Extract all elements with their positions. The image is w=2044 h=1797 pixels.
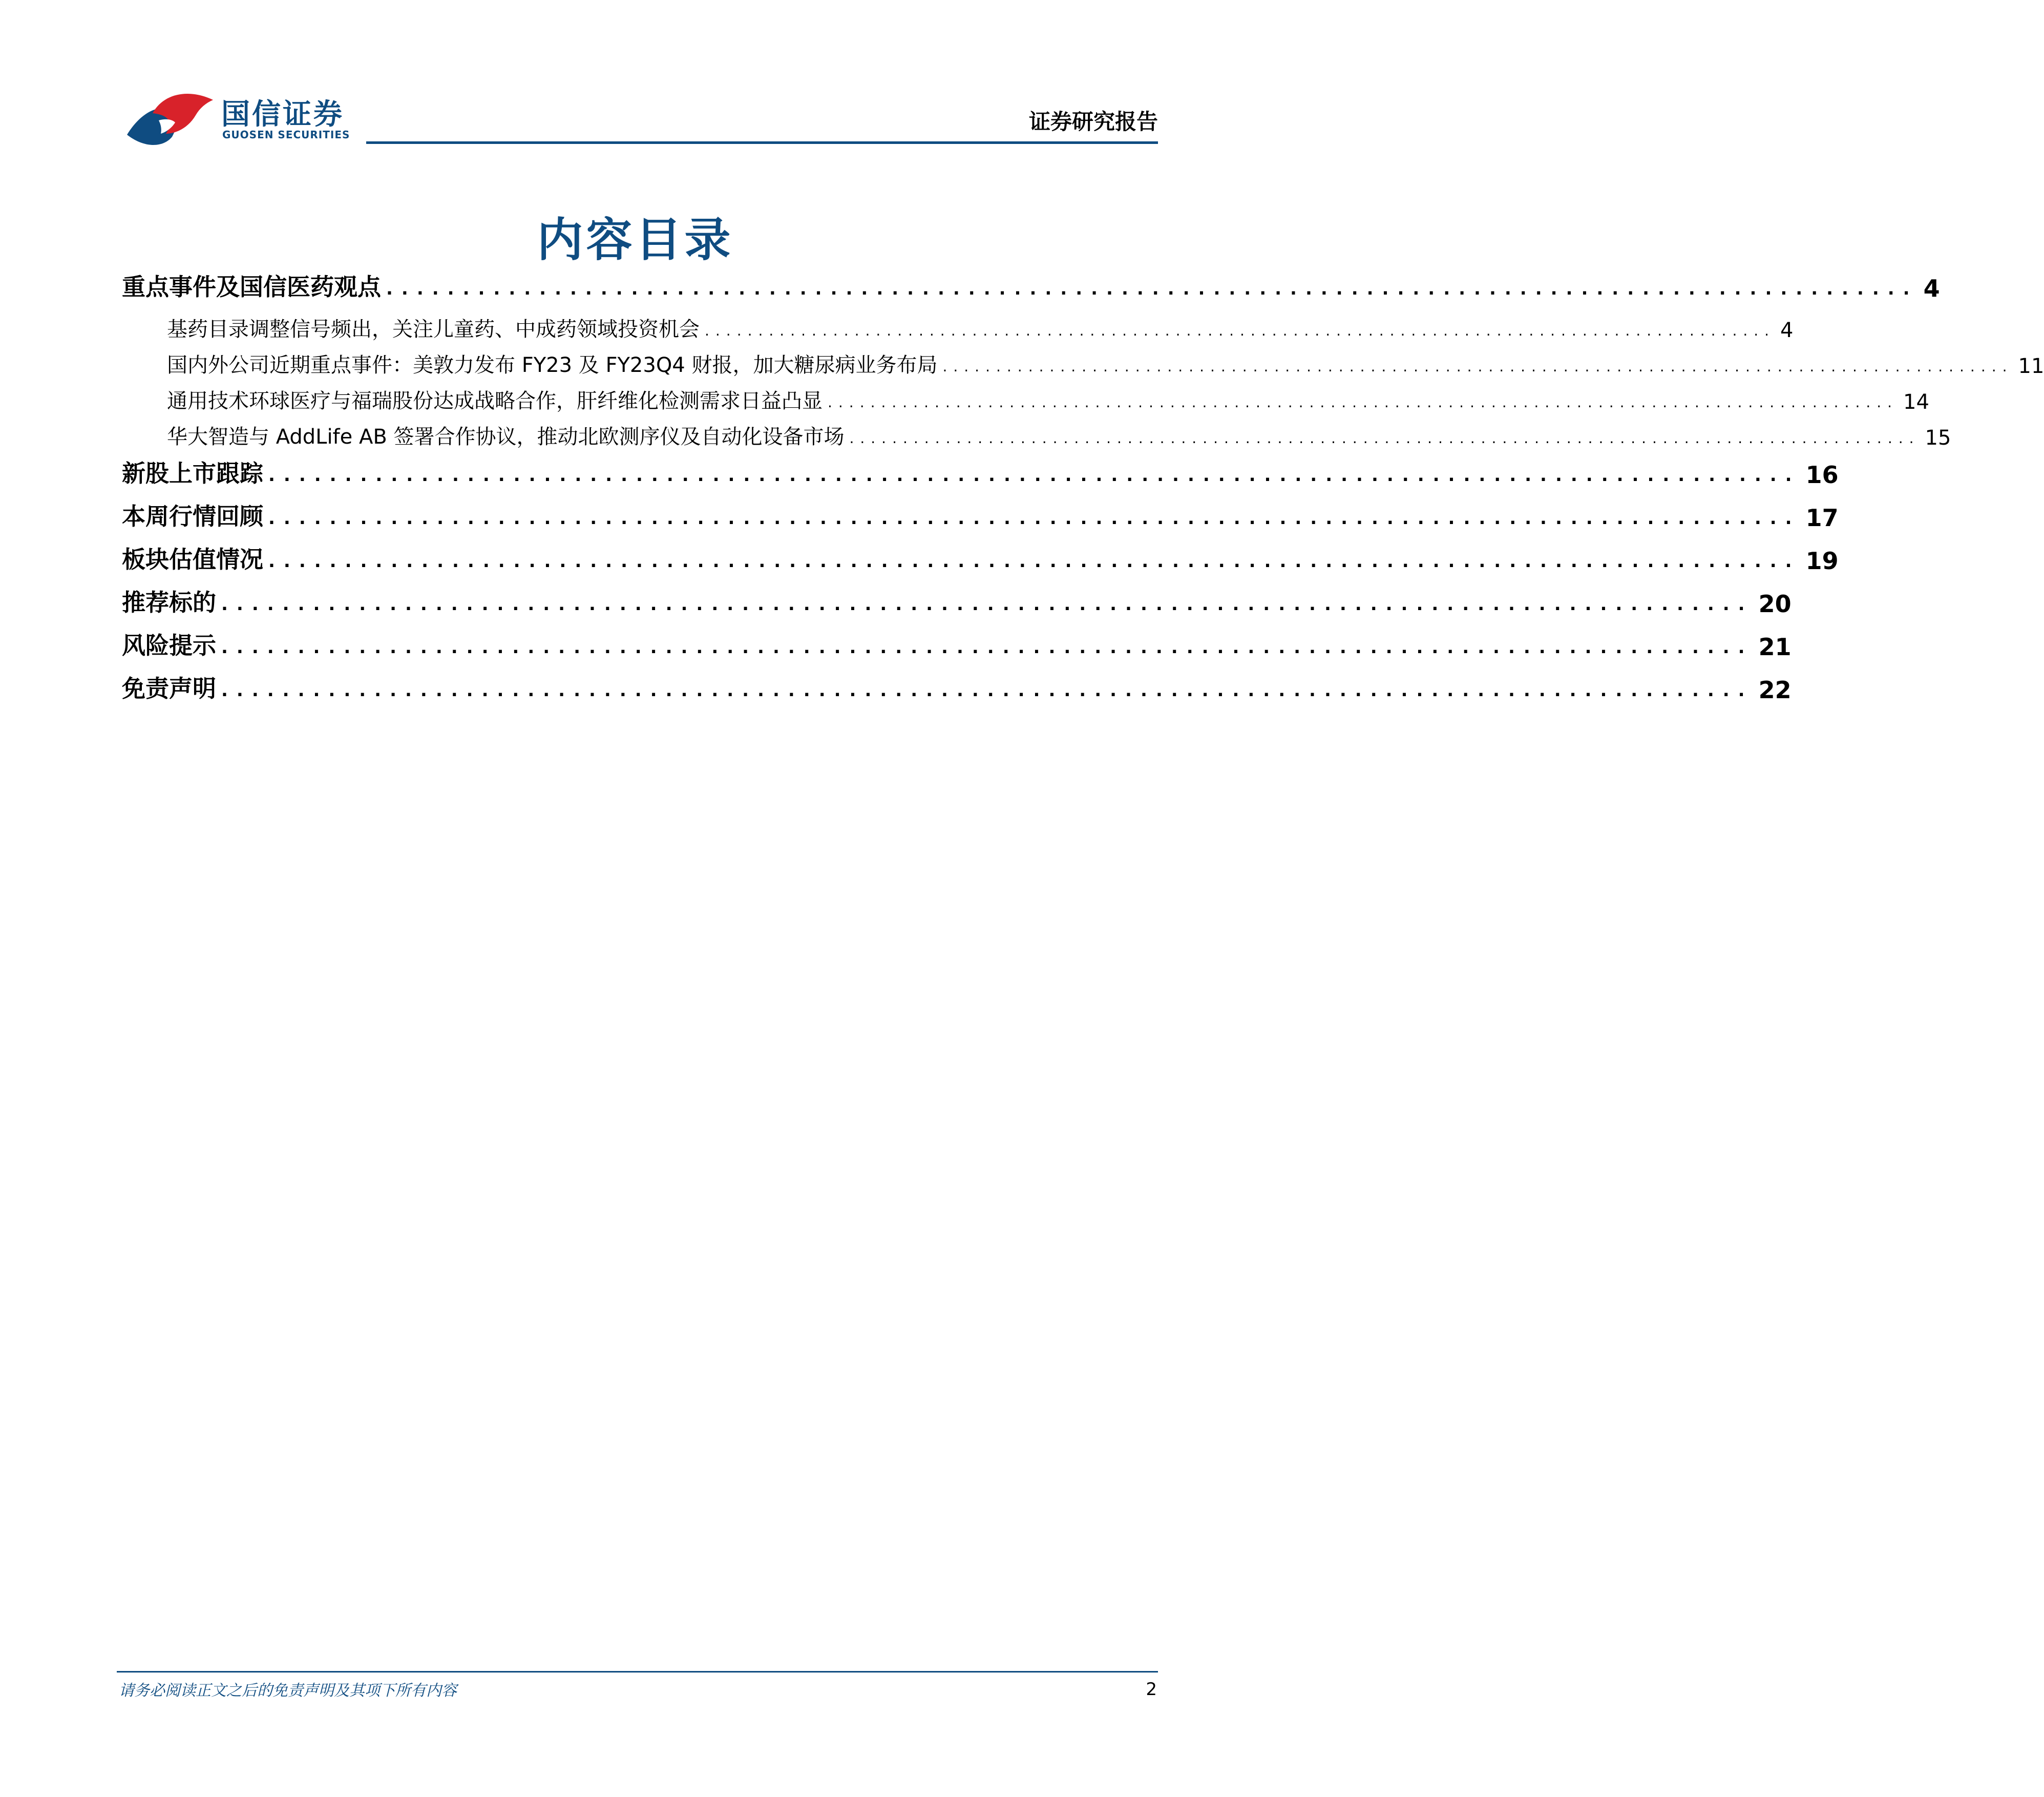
toc-entry-label: 本周行情回顾 <box>122 503 263 530</box>
brand-name-cn: 国信证券 <box>221 98 344 131</box>
toc-entry-label: 国内外公司近期重点事件：美敦力发布 FY23 及 FY23Q4 财报，加大糖尿病业务布局 <box>167 353 938 377</box>
toc-entry-label: 通用技术环球医疗与福瑞股份达成战略合作，肝纤维化检测需求日益凸显 <box>167 389 823 413</box>
toc-entry-label: 风险提示 <box>122 632 216 659</box>
toc-entry[interactable] <box>122 630 1792 661</box>
toc-entry[interactable] <box>167 315 1794 342</box>
toc-entry-label: 板块估值情况 <box>122 546 263 573</box>
toc-entry[interactable] <box>122 501 1839 532</box>
toc-leader-dots: .................................................................................................... <box>828 394 1899 411</box>
toc-leader-dots: .................................................................................................... <box>268 508 1801 529</box>
toc-entry-page: 20 <box>1758 590 1792 618</box>
toc-entry[interactable] <box>167 422 1951 450</box>
toc-leader-dots: .................................................................................................... <box>221 680 1754 701</box>
toc-entry-label: 推荐标的 <box>122 589 216 616</box>
toc-leader-dots: .................................................................................................... <box>221 594 1754 615</box>
toc-entry[interactable] <box>122 587 1792 618</box>
report-type-label: 证券研究报告 <box>1028 109 1158 134</box>
toc-entry-page: 21 <box>1758 633 1792 661</box>
toc-entry-page: 17 <box>1805 504 1839 532</box>
toc-entry-page: 22 <box>1758 676 1792 704</box>
toc-entry-page: 15 <box>1925 426 1951 450</box>
footer-disclaimer-note: 请务必阅读正文之后的免责声明及其项下所有内容 <box>119 1682 457 1700</box>
toc-entry[interactable] <box>167 386 1929 414</box>
header-divider <box>366 141 1158 144</box>
toc-leader-dots: .................................................................................................... <box>849 430 1920 447</box>
toc-title: 内容目录 <box>537 213 734 267</box>
toc-entry[interactable] <box>167 350 2044 378</box>
toc-entry-page: 19 <box>1805 547 1839 575</box>
toc-entry-label: 新股上市跟踪 <box>122 459 263 487</box>
toc-leader-dots: .................................................................................................... <box>705 322 1776 339</box>
toc-entry[interactable] <box>122 271 1940 302</box>
toc-entry-label: 重点事件及国信医药观点 <box>122 273 381 301</box>
toc-leader-dots: .................................................................................................... <box>221 637 1754 658</box>
company-logo <box>123 90 348 151</box>
toc-entry-label: 华大智造与 AddLife AB 签署合作协议，推动北欧测序仪及自动化设备市场 <box>167 425 845 449</box>
toc-entry-page: 4 <box>1780 319 1794 342</box>
footer-divider <box>117 1671 1158 1673</box>
toc-entry-label: 免责声明 <box>122 675 216 702</box>
page-number: 2 <box>1146 1679 1157 1700</box>
toc-entry-page: 11 <box>2018 354 2044 378</box>
toc-entry-page: 4 <box>1923 275 1940 302</box>
toc-leader-dots: .................................................................................................... <box>942 358 2013 375</box>
toc-leader-dots: .................................................................................................... <box>268 465 1801 486</box>
toc-entry-page: 14 <box>1903 390 1929 414</box>
toc-entry[interactable] <box>122 673 1792 704</box>
toc-entry-page: 16 <box>1805 461 1839 489</box>
toc-leader-dots: .................................................................................................... <box>268 551 1801 572</box>
toc-leader-dots: .................................................................................................... <box>386 279 1919 299</box>
toc-entry[interactable] <box>122 544 1839 575</box>
guosen-logo-icon <box>123 90 215 149</box>
toc-entry[interactable] <box>122 458 1839 489</box>
brand-name-en: GUOSEN SECURITIES <box>222 129 350 141</box>
toc-entry-label: 基药目录调整信号频出，关注儿童药、中成药领域投资机会 <box>167 318 700 341</box>
